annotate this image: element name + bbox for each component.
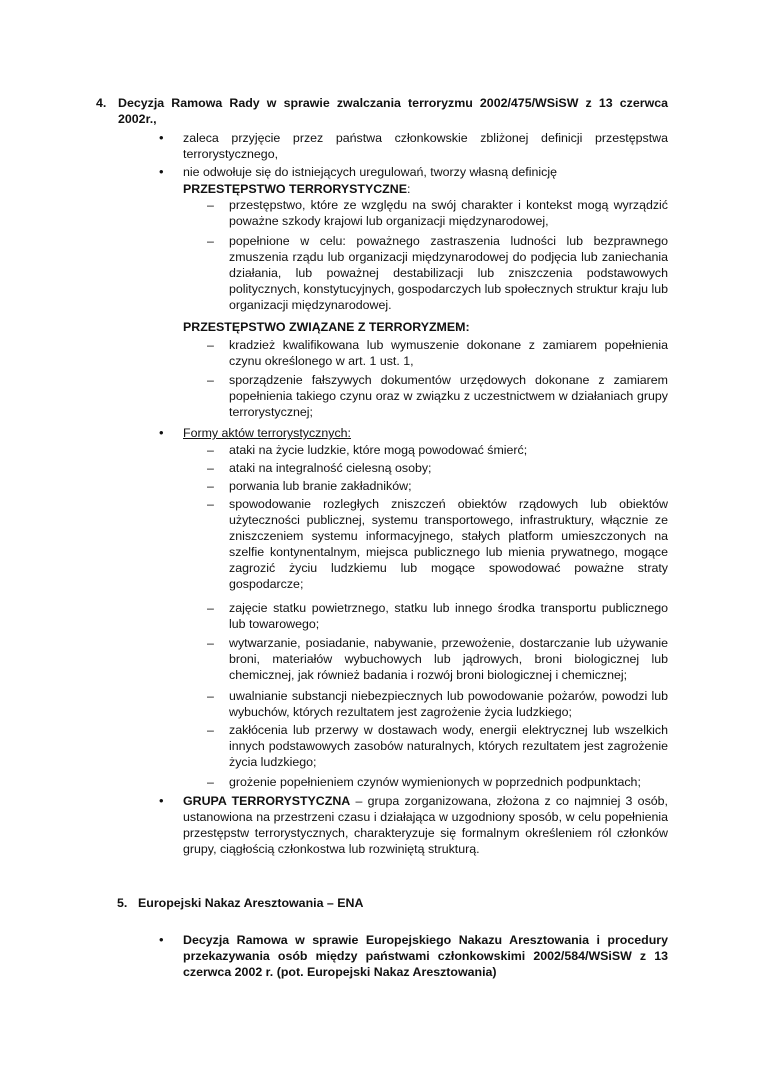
- form-item: zakłócenia lub przerwy w dostawach wody, energii elektrycznej lub wszelkich innych podstawowych zasobów naturalnych, których rezultatem jest zagrożenie życia ludzkiego;: [229, 723, 668, 769]
- bullet-marker: •: [159, 793, 164, 808]
- bullet-marker: •: [159, 932, 164, 947]
- form-item: uwalnianie substancji niebezpiecznych lub powodowanie pożarów, powodzi lub wybuchów, których rezultatem jest zagrożenie życia ludzkiego;: [229, 689, 668, 719]
- bullet-marker: •: [159, 425, 164, 440]
- heading-colon: :: [406, 182, 411, 196]
- form-item: grożenie popełnieniem czynów wymienionych w poprzednich podpunktach;: [229, 775, 641, 789]
- dash-marker: –: [207, 601, 214, 615]
- section-4-title: Decyzja Ramowa Rady w sprawie zwalczania terroryzmu 2002/475/WSiSW z 13 czerwca 2002r.,: [118, 96, 668, 126]
- bullet-marker: •: [159, 130, 164, 145]
- dash-marker: –: [207, 689, 214, 703]
- heading-terrorist-offence: [183, 181, 668, 197]
- bullet-forms-of-terrorist-acts: Formy aktów terrorystycznych:: [183, 426, 351, 440]
- form-item: ataki na życie ludzkie, które mogą powodować śmierć;: [229, 443, 528, 457]
- bullet-recommend-definition: zaleca przyjęcie przez państwa członkowskie zbliżonej definicji przestępstwa terrorystycznego,: [183, 131, 668, 161]
- dash-marker: –: [207, 373, 214, 387]
- dash-item-theft-extortion: kradzież kwalifikowana lub wymuszenie dokonane z zamiarem popełnienia czynu określonego w art. 1 ust. 1,: [229, 338, 668, 368]
- dash-item-forged-documents: sporządzenie fałszywych dokumentów urzędowych dokonane z zamiarem popełnienia takiego czynu oraz w związku z uczestnictwem w działaniach grupy terrorystycznej;: [229, 373, 668, 419]
- dash-item-committed-purpose: popełnione w celu: poważnego zastraszenia ludności lub bezprawnego zmuszenia rządu lub organizacji międzynarodowej do podjęcia lub zaniechania działania, lub poważnej destabilizacji lub zniszczenia podstawowych politycznych, konstytucyjnych, gospodarczych lub społecznych struktur kraju lub organizacji międzynarodowej.: [229, 234, 668, 312]
- bullet-marker: •: [159, 164, 164, 179]
- form-item: ataki na integralność cielesną osoby;: [229, 461, 432, 475]
- form-item: spowodowanie rozległych zniszczeń obiektów rządowych lub obiektów użyteczności publicznej, systemu transportowego, infrastruktury, włącznie ze zniszczeniem systemu informacyjnego, stałych platform umieszczonych na szelfie kontynentalnym, miejsca publicznego lub mienia prywatnego, mogące zagrozić życiu ludzkiemu lub mogące spowodować poważne straty gospodarcze;: [229, 497, 668, 591]
- dash-marker: –: [207, 723, 214, 737]
- heading-terrorist-offence-label: PRZESTĘPSTWO TERRORYSTYCZNE: [183, 182, 407, 196]
- dash-marker: –: [207, 461, 214, 475]
- dash-marker: –: [207, 234, 214, 248]
- form-item: wytwarzanie, posiadanie, nabywanie, przewożenie, dostarczanie lub używanie broni, materiałów wybuchowych lub jądrowych, broni biologicznej lub chemicznej, jak również badania i rozwój broni biologicznej i chemicznej;: [229, 636, 668, 682]
- dash-marker: –: [207, 338, 214, 352]
- section-4-number: 4.: [96, 96, 107, 110]
- terrorist-group-definition: – grupa zorganizowana, złożona z co najmniej 3 osób, ustanowiona na przestrzeni czasu i działająca w uzgodniony sposób, w celu popełnienia przestępstw terrorystycznych, charakteryzuje się formalnym określeniem ról członków grupy, ciągłością członkostwa lub rozwiniętą strukturą.: [183, 794, 668, 856]
- dash-marker: –: [207, 443, 214, 457]
- dash-marker: –: [207, 636, 214, 650]
- bullet-framework-decision-ena: Decyzja Ramowa w sprawie Europejskiego Nakazu Aresztowania i procedury przekazywania osób między państwami członkowskimi 2002/584/WSiSW z 13 czerwca 2002 r. (pot. Europejski Nakaz Aresztowania): [183, 933, 668, 979]
- bullet-own-definition: nie odwołuje się do istniejących uregulowań, tworzy własną definicję: [183, 165, 557, 179]
- form-item: porwania lub branie zakładników;: [229, 479, 412, 493]
- form-item: zajęcie statku powietrznego, statku lub innego środka transportu publicznego lub towarowego;: [229, 601, 668, 631]
- bullet-terrorist-group: [183, 793, 668, 857]
- dash-marker: –: [207, 198, 214, 212]
- terrorist-group-term: GRUPA TERRORYSTYCZNA: [183, 794, 351, 808]
- dash-marker: –: [207, 497, 214, 511]
- section-5-number: 5.: [117, 896, 128, 910]
- dash-item-offence-character: przestępstwo, które ze względu na swój charakter i kontekst mogą wyrządzić poważne szkody krajowi lub organizacji międzynarodowej,: [229, 198, 668, 228]
- dash-marker: –: [207, 775, 214, 789]
- heading-terrorism-related-offence: PRZESTĘPSTWO ZWIĄZANE Z TERRORYZMEM:: [183, 320, 470, 334]
- section-5-title: Europejski Nakaz Aresztowania – ENA: [138, 896, 364, 910]
- dash-marker: –: [207, 479, 214, 493]
